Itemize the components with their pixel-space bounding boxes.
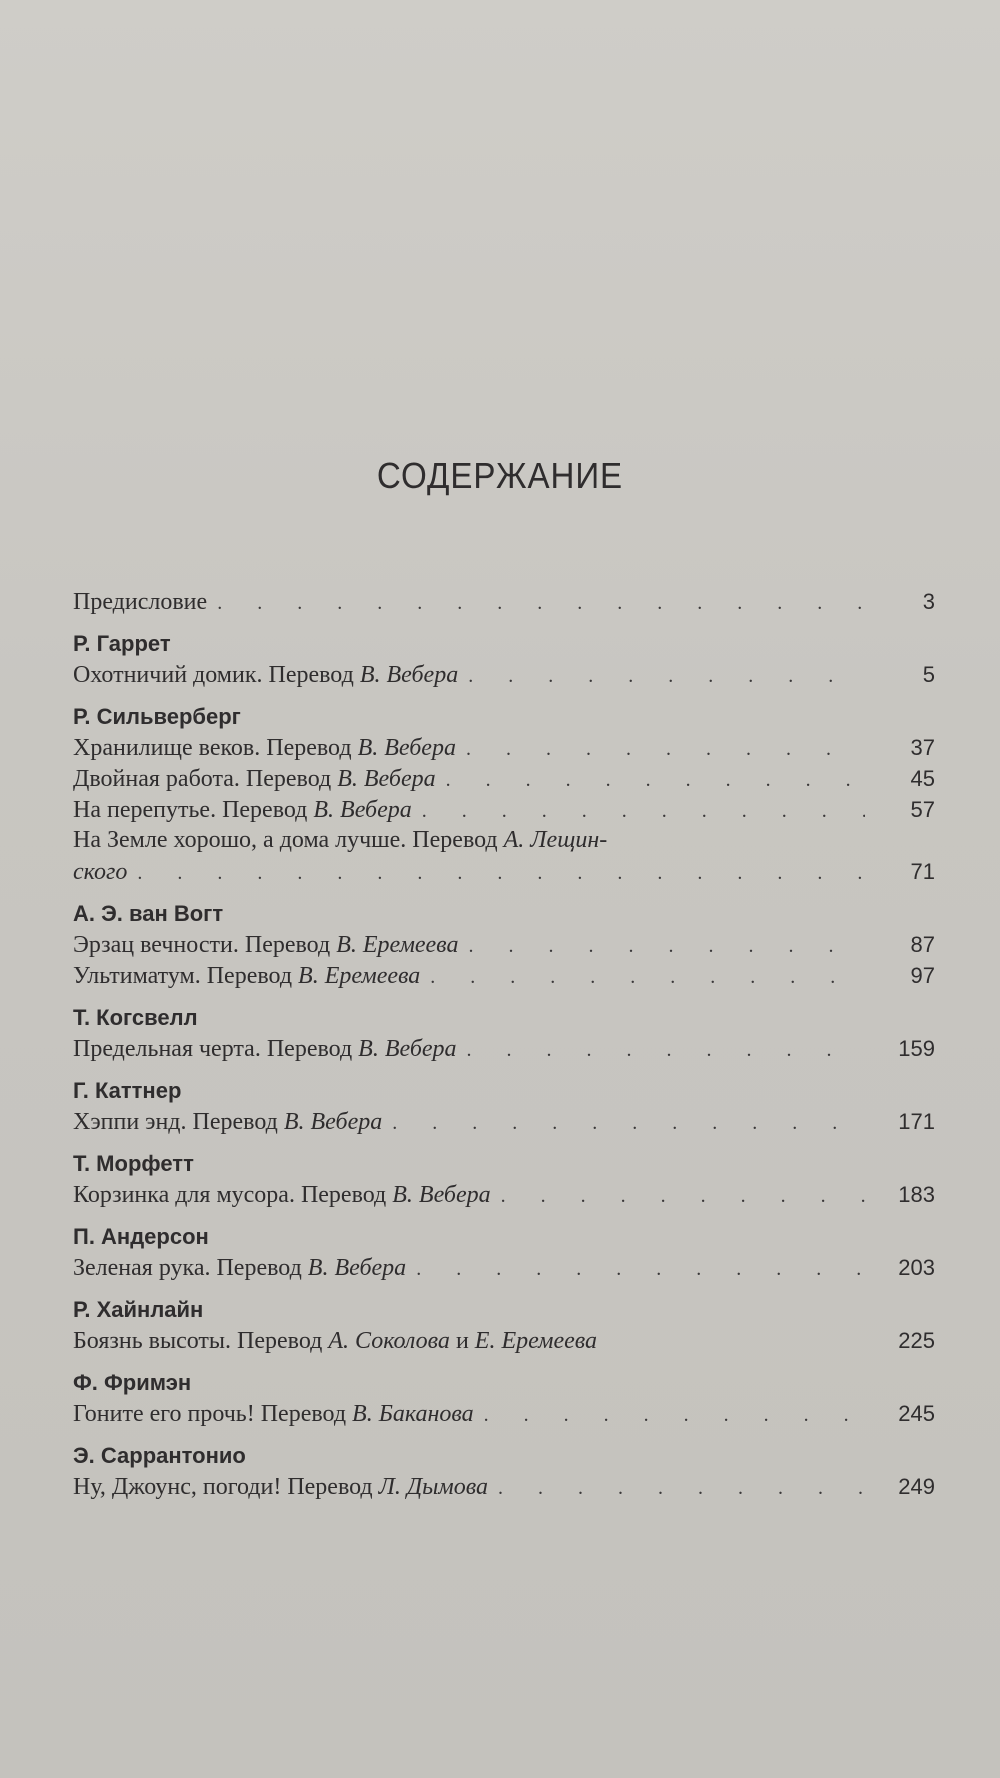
page-number: 171 [898, 1109, 935, 1134]
page-number: 37 [910, 735, 935, 760]
translator-name: В. Вебера [313, 797, 412, 823]
entry-title: Боязнь высоты. Перевод А. Соколова и Е. Еремеева [73, 1328, 598, 1354]
page-number: 71 [910, 859, 935, 884]
author-heading: Т. Когсвелл [73, 1005, 198, 1030]
page-number: 87 [910, 932, 935, 957]
toc-entry [73, 1106, 935, 1137]
page-number: 3 [922, 589, 935, 614]
toc-entry-first-line: На Земле хорошо, а дома лучше. Перевод А. Лещин- [73, 827, 608, 853]
toc-entry [73, 763, 935, 794]
dot-leader [467, 1035, 865, 1066]
dot-leader [430, 962, 865, 993]
toc-entry-continuation [73, 856, 935, 887]
translator-name: В. Вебера [358, 1036, 457, 1062]
translator-name: В. Еремеева [336, 932, 459, 958]
author-heading: Р. Гаррет [73, 631, 171, 656]
entry-title: Хранилище веков. Перевод В. Вебера [73, 735, 456, 761]
entry-title: Хэппи энд. Перевод В. Вебера [73, 1109, 383, 1135]
toc-entry [73, 1252, 935, 1283]
page-number: 249 [898, 1474, 935, 1499]
author-heading: Р. Сильверберг [73, 704, 241, 729]
entry-title: Гоните его прочь! Перевод В. Баканова [73, 1401, 474, 1427]
translator-name: В. Вебера [337, 766, 436, 792]
entry-title: Предельная черта. Перевод В. Вебера [73, 1036, 457, 1062]
dot-leader [137, 858, 865, 889]
toc-entry [73, 659, 935, 690]
translator-name: Л. Дымова [378, 1474, 488, 1500]
page-number: 5 [922, 662, 935, 687]
entry-title: Охотничий домик. Перевод В. Вебера [73, 662, 459, 688]
entry-title: Эрзац вечности. Перевод В. Еремеева [73, 932, 459, 958]
entry-title: На перепутье. Перевод В. Вебера [73, 797, 412, 823]
translator-name: А. Соколова [328, 1328, 450, 1354]
page-number: 203 [898, 1255, 935, 1280]
entry-title: Ну, Джоунс, погоди! Перевод Л. Дымова [73, 1474, 488, 1500]
dot-leader [416, 1254, 865, 1285]
page-number: 159 [898, 1036, 935, 1061]
entry-title: Корзинка для мусора. Перевод В. Вебера [73, 1182, 491, 1208]
translator-name-continued: ского [73, 859, 128, 885]
entry-title: Зеленая рука. Перевод В. Вебера [73, 1255, 407, 1281]
author-heading: П. Андерсон [73, 1224, 209, 1249]
translator-name: В. Вебера [283, 1109, 383, 1135]
page-number: 97 [910, 963, 935, 988]
entry-title: Ультиматум. Перевод В. Еремеева [73, 963, 421, 989]
translator-name: В. Вебера [359, 662, 459, 688]
toc-entry [73, 960, 935, 991]
toc-entry [73, 1398, 935, 1429]
page-title: СОДЕРЖАНИЕ [376, 455, 624, 496]
page-number: 57 [910, 797, 935, 822]
translator-name: В. Вебера [307, 1255, 407, 1281]
author-heading: Г. Каттнер [73, 1078, 182, 1103]
dot-leader [468, 931, 865, 962]
page-number: 245 [898, 1401, 935, 1426]
author-heading: А. Э. ван Вогт [73, 901, 224, 926]
dot-leader [446, 765, 865, 796]
table-of-contents [73, 586, 935, 1502]
entry-title: Предисловие [73, 589, 208, 615]
dot-leader [484, 1400, 865, 1431]
dot-leader [468, 661, 865, 692]
dot-leader [466, 734, 865, 765]
dot-leader [501, 1181, 865, 1212]
author-heading: Ф. Фримэн [73, 1370, 192, 1395]
translator-name-second: Е. Еремеева [474, 1328, 598, 1354]
translator-name: В. Вебера [392, 1182, 491, 1208]
dot-leader [217, 588, 865, 619]
dot-leader [392, 1108, 865, 1139]
entry-title: Двойная работа. Перевод В. Вебера [73, 766, 436, 792]
translator-name: В. Баканова [352, 1401, 474, 1427]
toc-entry-preface [73, 586, 935, 617]
toc-entry [73, 1179, 935, 1210]
dot-leader [422, 796, 865, 827]
translator-name: А. Лещин- [503, 827, 608, 853]
toc-entry [73, 732, 935, 763]
page-number: 183 [898, 1182, 935, 1207]
author-heading: Э. Саррантонио [73, 1443, 246, 1468]
author-heading: Т. Морфетт [73, 1151, 194, 1176]
page-number: 225 [898, 1328, 935, 1353]
dot-leader [498, 1473, 865, 1504]
translator-name: В. Вебера [357, 735, 456, 761]
toc-entry [73, 1033, 935, 1064]
page-number: 45 [910, 766, 935, 791]
toc-entry [73, 1471, 935, 1502]
toc-entry [73, 1325, 935, 1356]
toc-entry [73, 794, 935, 825]
translator-name: В. Еремеева [298, 963, 421, 989]
author-heading: Р. Хайнлайн [73, 1297, 204, 1322]
toc-entry [73, 929, 935, 960]
